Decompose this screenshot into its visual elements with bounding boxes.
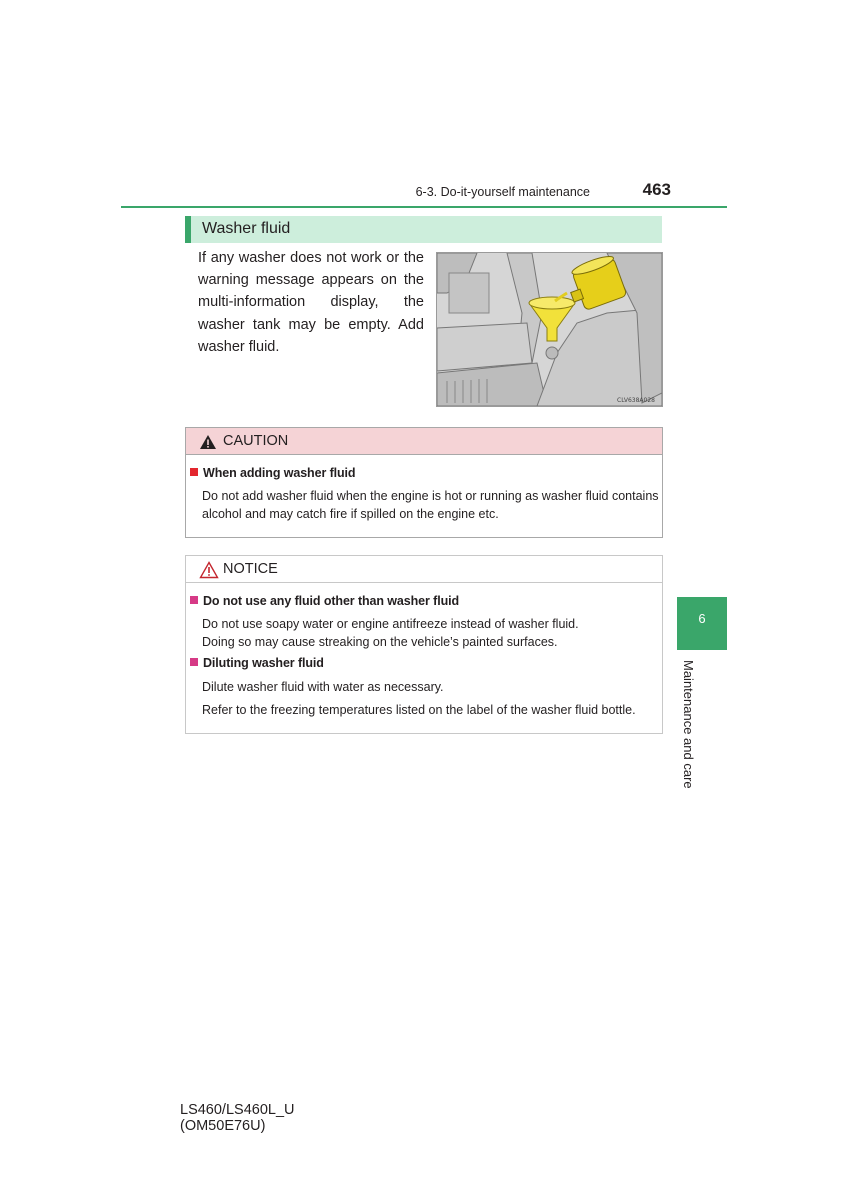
caution-item-line2: alcohol and may catch fire if spilled on the engine etc. [202, 507, 499, 521]
caution-header [186, 428, 662, 455]
header-rule [121, 206, 727, 208]
notice-item-title: Diluting washer fluid [190, 656, 324, 670]
section-title-bar [185, 216, 662, 243]
notice-triangle-icon [199, 561, 219, 579]
page-number: 463 [642, 180, 671, 199]
notice-header [186, 556, 662, 583]
notice-item-line: Do not use soapy water or engine antifreeze instead of washer fluid. [202, 617, 579, 631]
notice-item-line: Doing so may cause streaking on the vehicle’s painted surfaces. [202, 635, 558, 649]
warning-triangle-icon [199, 434, 217, 450]
running-header-section: 6-3. Do-it-yourself maintenance [415, 185, 590, 199]
washer-fluid-illustration [436, 252, 663, 407]
illustration-code: CLV638A028 [617, 397, 655, 404]
caution-box [185, 427, 663, 538]
chapter-number: 6 [698, 611, 706, 626]
engine-bay-drawing [437, 253, 662, 406]
caution-item-line1: Do not add washer fluid when the engine is hot or running as washer fluid contains [202, 489, 659, 503]
chapter-tab [677, 597, 727, 650]
notice-box [185, 555, 663, 734]
bullet-square-icon [190, 658, 198, 666]
chapter-title-vertical: Maintenance and care [681, 660, 696, 789]
footer-model-code: LS460/LS460L_U (OM50E76U) [180, 1102, 295, 1134]
notice-item-line: Dilute washer fluid with water as necessary. [202, 680, 444, 694]
section-title: Washer fluid [202, 220, 291, 237]
caution-item-title: When adding washer fluid [190, 466, 355, 480]
bullet-square-icon [190, 596, 198, 604]
intro-paragraph: If any washer does not work or the warning message appears on the multi-information display, the washer tank may be empty. Add washer fluid. [198, 250, 424, 355]
bullet-square-icon [190, 468, 198, 476]
notice-item-title: Do not use any fluid other than washer fluid [190, 594, 459, 608]
notice-item-line: Refer to the freezing temperatures listed on the label of the washer fluid bottle. [202, 703, 636, 717]
notice-label: NOTICE [223, 561, 278, 577]
caution-label: CAUTION [223, 433, 289, 449]
